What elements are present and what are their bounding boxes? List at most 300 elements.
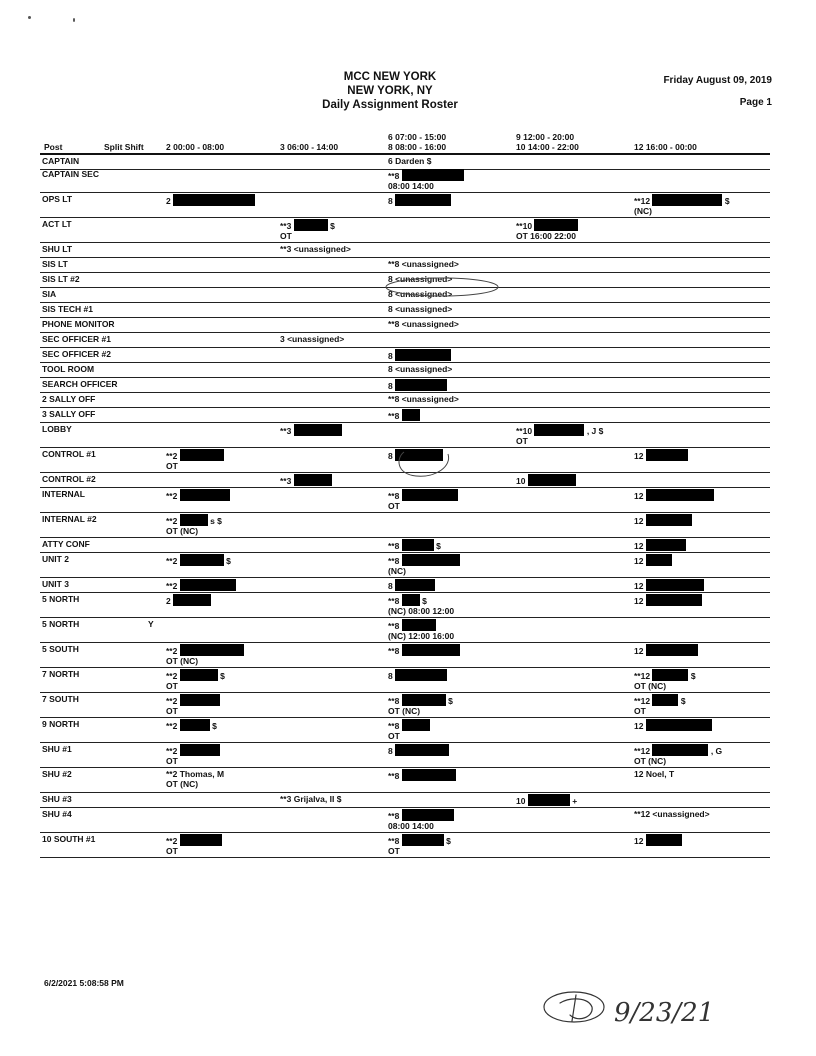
shift-note: OT [166,846,178,856]
assignment-cell [388,304,452,314]
redaction-bar [173,594,211,606]
table-row [40,718,770,743]
table-row [40,348,770,363]
table-row [40,318,770,333]
redaction-bar [180,744,220,756]
paper-speck [28,16,31,19]
assignment-cell [388,349,451,361]
post-name: CAPTAIN [42,156,80,166]
post-name: 10 SOUTH #1 [42,834,96,844]
redaction-bar [402,409,420,421]
redaction-bar [402,169,464,181]
shift-note: (NC) [634,206,652,216]
assignment-cell [166,669,225,691]
shift-suffix: $ [436,541,441,551]
table-row [40,363,770,378]
shift-code: **12 [634,746,651,756]
shift-code: 8 <unassigned> [388,364,453,374]
shift-note: OT [388,846,400,856]
col-shift-8-header: 8 08:00 - 16:00 [388,142,447,152]
shift-code: **2 [166,721,178,731]
redaction-bar [652,194,722,206]
assignment-cell [516,219,578,241]
shift-code: **12 <unassigned> [634,809,710,819]
col-post-header: Post [44,142,63,152]
table-row [40,258,770,273]
redaction-bar [180,489,230,501]
shift-code: **12 [634,196,651,206]
table-row [40,408,770,423]
redaction-bar [402,489,458,501]
assignment-cell [388,449,443,461]
redaction-bar [180,449,224,461]
shift-code: 10 [516,796,526,806]
table-row [40,193,770,218]
redaction-bar [180,554,224,566]
assignment-cell [280,424,342,436]
shift-note: OT [166,681,178,691]
shift-code: **2 [166,746,178,756]
shift-code: **2 [166,671,178,681]
shift-code: 12 [634,721,644,731]
shift-code: **2 Thomas, M [166,769,225,779]
assignment-cell [388,809,454,831]
assignment-cell [388,319,459,329]
post-name: SHU #3 [42,794,72,804]
assignment-cell [388,194,451,206]
assignment-cell [166,579,236,591]
assignment-cell [166,694,220,716]
post-name: CONTROL #2 [42,474,96,484]
post-name: 5 NORTH [42,594,80,604]
redaction-bar [652,669,688,681]
table-row [40,273,770,288]
table-row [40,833,770,858]
shift-code: 12 [634,556,644,566]
shift-note: (NC) 08:00 12:00 [388,606,455,616]
shift-code: 12 [634,836,644,846]
shift-code: **8 [388,721,400,731]
assignment-cell [166,514,222,536]
assignment-cell [388,289,452,299]
shift-suffix: s $ [210,516,222,526]
redaction-bar [646,514,692,526]
redaction-bar [395,379,447,391]
assignment-cell [388,619,454,641]
assignment-cell [388,364,452,374]
shift-note: OT (NC) [634,681,667,691]
table-row [40,333,770,348]
redaction-bar [646,644,698,656]
table-row [40,488,770,513]
table-row [40,423,770,448]
shift-code: **8 [388,646,400,656]
shift-suffix: $ [446,836,451,846]
shift-note: OT (NC) [166,779,199,789]
shift-note: OT (NC) [166,526,199,536]
post-name: 7 NORTH [42,669,80,679]
shift-code: 8 [388,381,393,391]
assignment-cell [388,169,464,191]
redaction-bar [652,744,708,756]
shift-note: OT [166,756,178,766]
post-name: SEC OFFICER #1 [42,334,111,344]
redaction-bar [395,194,451,206]
assignment-cell [516,794,577,806]
shift-code: **2 [166,836,178,846]
col-shift-6-header: 6 07:00 - 15:00 [388,132,447,142]
assignment-cell [388,554,460,576]
post-name: SHU #1 [42,744,72,754]
report-meta [663,70,772,114]
table-row [40,288,770,303]
post-name: SHU #4 [42,809,72,819]
shift-code: 8 [388,581,393,591]
shift-suffix: $ [680,696,686,706]
col-split-header: Split Shift [104,142,144,152]
shift-code: **2 [166,556,178,566]
col-shift-9-header: 9 12:00 - 20:00 [516,132,575,142]
table-row [40,808,770,833]
shift-code: **8 [388,696,400,706]
shift-code: 2 [166,596,171,606]
redaction-bar [402,809,454,821]
shift-code: 12 [634,516,644,526]
redaction-bar [395,669,447,681]
assignment-cell [166,644,244,666]
table-row [40,303,770,318]
assignment-cell [388,259,459,269]
shift-code: 8 [388,451,393,461]
shift-note: OT [166,461,178,471]
shift-code: 8 [388,351,393,361]
assignment-cell [634,809,710,819]
shift-code: 8 <unassigned> [388,304,453,314]
page-number: Page 1 [739,97,772,108]
shift-note: OT [388,501,400,511]
redaction-bar [402,769,456,781]
facility-name: MCC NEW YORK [343,71,437,83]
assignment-cell [388,594,454,616]
redaction-bar [646,834,682,846]
assignment-cell [634,694,686,716]
shift-note: OT [388,731,400,741]
assignment-cell [388,744,449,756]
assignment-cell [388,669,447,681]
table-row [40,693,770,718]
assignment-cell [166,554,231,566]
redaction-bar [402,619,436,631]
shift-code: 12 [634,581,644,591]
col-shift-10-header: 10 14:00 - 22:00 [516,142,579,152]
redaction-bar [646,489,714,501]
redaction-bar [294,474,332,486]
col-shift-2-header: 2 00:00 - 08:00 [166,142,225,152]
redaction-bar [534,424,584,436]
shift-code: **3 [280,476,292,486]
redaction-bar [180,719,210,731]
shift-code: **8 [388,771,400,781]
assignment-cell [634,194,730,216]
post-name: ATTY CONF [42,539,90,549]
assignment-cell [388,156,431,166]
shift-suffix: $ [724,196,730,206]
assignment-cell [388,644,460,656]
redaction-bar [173,194,255,206]
post-name: SEC OFFICER #2 [42,349,111,359]
redaction-bar [646,719,712,731]
redaction-bar [180,694,220,706]
redaction-bar [180,644,244,656]
assignment-cell [388,579,435,591]
assignment-cell [516,474,576,486]
report-date: Friday August 09, 2019 [663,75,772,86]
assignment-cell [388,489,458,511]
redaction-bar [180,579,236,591]
shift-code: 12 [634,596,644,606]
assignment-cell [280,794,341,804]
shift-suffix: $ [330,221,335,231]
shift-note: OT (NC) [388,706,421,716]
post-name: ACT LT [42,219,72,229]
assignment-cell [166,449,224,471]
shift-note: OT [516,436,528,446]
redaction-bar [646,579,704,591]
assignment-cell [634,744,722,766]
initials-stroke [560,999,592,1019]
shift-suffix: $ [226,556,231,566]
assignment-cell [388,409,420,421]
assignment-cell [634,579,704,591]
shift-code: **8 <unassigned> [388,394,459,404]
shift-code: **8 [388,836,400,846]
assignment-cell [166,194,255,206]
table-row [40,593,770,618]
post-name: UNIT 3 [42,579,69,589]
shift-code: **8 [388,411,400,421]
report-header [260,70,520,112]
shift-code: **10 [516,426,533,436]
redaction-bar [402,719,430,731]
post-name: SIS TECH #1 [42,304,94,314]
facility-location: NEW YORK, NY [347,85,433,97]
shift-code: **3 <unassigned> [280,244,351,254]
assignment-cell [634,514,692,526]
shift-code: **3 [280,221,292,231]
shift-code: **2 [166,646,178,656]
redaction-bar [646,554,672,566]
shift-code: 12 [634,451,644,461]
table-row [40,243,770,258]
shift-code: **12 [634,671,651,681]
shift-code: **2 [166,581,178,591]
assignment-cell [388,769,456,781]
table-row [40,538,770,553]
assignment-cell [280,334,344,344]
shift-suffix: , J $ [586,426,604,436]
assignment-cell [634,834,682,846]
shift-code: **8 <unassigned> [388,259,459,269]
table-row [40,668,770,693]
redaction-bar [528,794,570,806]
assignment-cell [634,594,702,606]
assignment-cell [634,489,714,501]
paper-speck [73,18,75,22]
shift-code: **2 [166,516,178,526]
post-name: SIA [42,289,57,299]
redaction-bar [180,514,208,526]
shift-note: (NC) 12:00 16:00 [388,631,455,641]
shift-code: **8 [388,811,400,821]
table-row [40,553,770,578]
post-name: 9 NORTH [42,719,80,729]
shift-note: OT [634,706,646,716]
redaction-bar [395,349,451,361]
post-name: TOOL ROOM [42,364,95,374]
assignment-cell [634,554,672,566]
shift-suffix: $ [422,596,427,606]
handwritten-date: 9/23/21 [614,998,715,1028]
redaction-bar [652,694,678,706]
assignment-cell [388,379,447,391]
shift-note: OT 16:00 22:00 [516,231,577,241]
assignment-cell [166,594,211,606]
assignment-cell [280,474,332,486]
shift-code: **8 [388,171,400,181]
post-name: CAPTAIN SEC [42,169,99,179]
assignment-cell [634,769,674,779]
shift-note: OT (NC) [166,656,199,666]
post-name: PHONE MONITOR [42,319,115,329]
shift-code: **8 <unassigned> [388,319,459,329]
table-row [40,168,770,193]
redaction-bar [402,834,444,846]
assignment-cell [634,669,696,691]
assignment-cell [634,449,688,461]
assignment-cell [388,694,453,716]
shift-note: OT [280,231,292,241]
redaction-bar [534,219,578,231]
shift-code: **2 [166,696,178,706]
shift-suffix: , G [710,746,723,756]
redaction-bar [395,579,435,591]
table-row [40,643,770,668]
redaction-bar [402,594,420,606]
shift-code: **12 [634,696,651,706]
print-timestamp: 6/2/2021 5:08:58 PM [44,978,124,988]
post-name: 5 NORTH [42,619,80,629]
redaction-bar [528,474,576,486]
redaction-bar [402,644,460,656]
shift-code: **8 [388,491,400,501]
assignment-cell [166,719,217,731]
redaction-bar [402,694,446,706]
shift-code: 12 Noel, T [634,769,675,779]
post-name: CONTROL #1 [42,449,96,459]
assignment-cell [634,719,712,731]
shift-code: **2 [166,451,178,461]
redaction-bar [402,554,460,566]
assignment-cell [280,219,335,241]
assignment-cell [634,539,686,551]
redaction-bar [180,669,218,681]
assignment-cell [166,489,230,501]
assignment-cell [388,394,459,404]
post-name: INTERNAL [42,489,85,499]
redaction-bar [646,539,686,551]
shift-note: 08:00 14:00 [388,181,434,191]
table-row [40,378,770,393]
assignment-cell [166,769,224,789]
shift-note: OT [166,706,178,716]
shift-code: **10 [516,221,533,231]
post-name: SHU LT [42,244,73,254]
shift-code: 12 [634,491,644,501]
post-name: SHU #2 [42,769,72,779]
post-name: 7 SOUTH [42,694,79,704]
assignment-cell [388,274,452,284]
post-name: 2 SALLY OFF [42,394,96,404]
report-title: Daily Assignment Roster [322,99,458,111]
shift-code: 8 [388,746,393,756]
redaction-bar [646,449,688,461]
split-shift-flag: Y [148,619,154,629]
col-shift-3-header: 3 06:00 - 14:00 [280,142,339,152]
redaction-bar [395,744,449,756]
redaction-bar [180,834,222,846]
assignment-cell [280,244,351,254]
shift-code: **2 [166,491,178,501]
redaction-bar [646,594,702,606]
shift-code: 8 <unassigned> [388,289,453,299]
table-row [40,743,770,768]
shift-suffix: $ [448,696,453,706]
table-row [40,618,770,643]
shift-code: 6 Darden $ [388,156,432,166]
table-row [40,793,770,808]
post-name: LOBBY [42,424,72,434]
table-row [40,768,770,793]
shift-code: **3 Grijalva, II $ [280,794,342,804]
post-name: SIS LT [42,259,68,269]
shift-code: 3 <unassigned> [280,334,345,344]
col-shift-12-header: 12 16:00 - 00:00 [634,142,697,152]
post-name: 3 SALLY OFF [42,409,96,419]
shift-code: 12 [634,646,644,656]
post-name: SEARCH OFFICER [42,379,118,389]
table-row [40,393,770,408]
post-name: OPS LT [42,194,73,204]
table-row [40,513,770,538]
assignment-cell [166,834,222,856]
shift-code: **8 [388,596,400,606]
shift-code: 10 [516,476,526,486]
shift-code: 8 [388,196,393,206]
shift-code: 8 [388,671,393,681]
post-name: INTERNAL #2 [42,514,97,524]
handwritten-signature [530,985,770,1041]
shift-suffix: + [572,796,578,806]
assignment-cell [388,834,451,856]
shift-note: (NC) [388,566,406,576]
shift-note: 08:00 14:00 [388,821,434,831]
assignment-cell [388,719,430,741]
shift-note: OT (NC) [634,756,667,766]
redaction-bar [294,424,342,436]
assignment-cell [388,539,441,551]
table-row [40,448,770,473]
table-row [40,218,770,243]
